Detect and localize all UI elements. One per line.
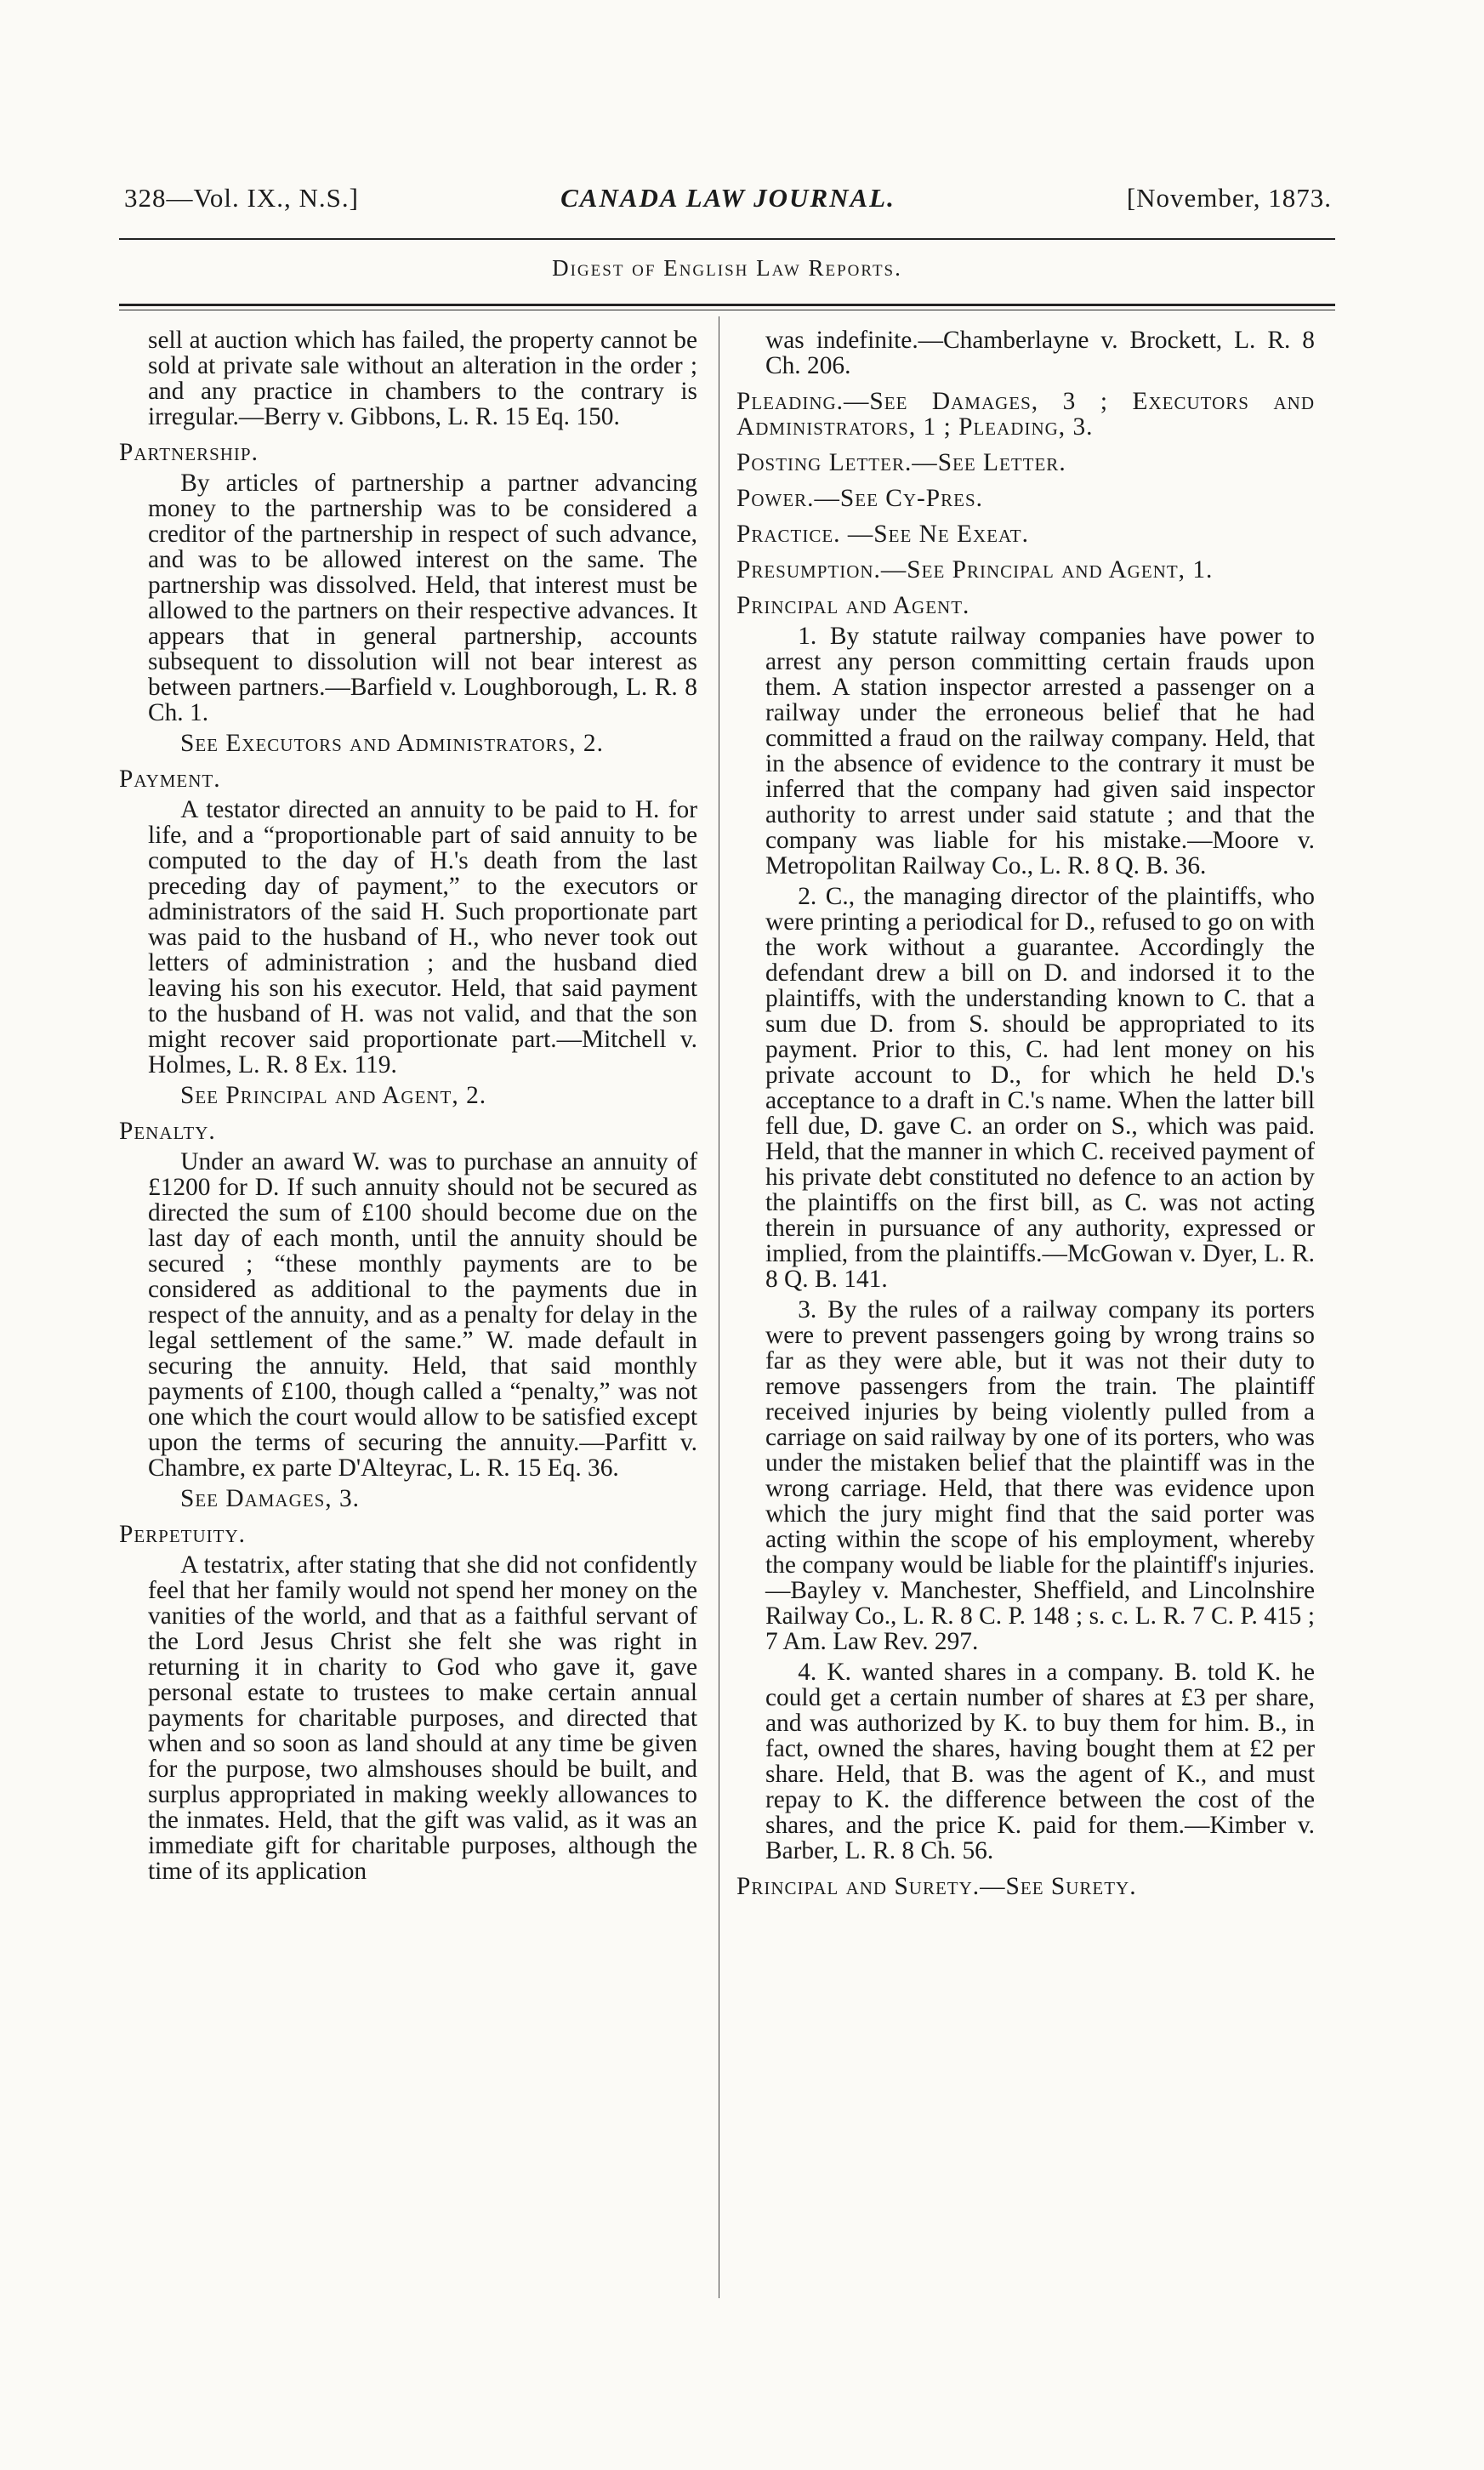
entry-pleading: Pleading.—See Damages, 3 ; Executors and Administrators, 1 ; Pleading, 3. bbox=[736, 388, 1315, 441]
entry-posting-letter: Posting Letter.—See Letter. bbox=[736, 449, 1066, 476]
entry-body-partnership: By articles of partnership a partner advancing money to the partnership was to be considered a creditor of the partnership in respect of such advance, and was to be allowed interest on the same. The partnership was dissolved. Held, that interest must be allowed to the partners on their respective advances. It appears that in general partnership, accounts subsequent to dissolution will not bear interest as between partners.—Barfield v. Loughborough, L. R. 8 Ch. 1. bbox=[148, 470, 697, 726]
right-column bbox=[736, 327, 1315, 1904]
double-rule-thick bbox=[119, 304, 1335, 306]
running-header bbox=[124, 183, 1332, 217]
case-paragraph: 3. By the rules of a railway company its porters were to prevent passengers going by wrong trains so far as they were able, but it was not their duty to remove passengers from the train. The plaintiff received injuries by being violently pulled from a carriage on said railway by one of its porters, who was under the mistaken belief that the plaintiff was in the wrong carriage. Held, that there was evidence upon which the jury might find that the said porter was acting within the scope of his employment, whereby the company would be liable for the plaintiff's injuries.—Bayley v. Manchester, Sheffield, and Lincolnshire Railway Co., L. R. 8 C. P. 148 ; s. c. L. R. 7 C. P. 415 ; 7 Am. Law Rev. 297. bbox=[765, 1296, 1315, 1655]
entry-body-payment: A testator directed an annuity to be paid to H. for life, and a “proportionable part of said annuity to be computed to the day of H.'s death from the last preceding day of payment,” to the executors or administrators of the said H. Such proportionate part was paid to the husband of H., who never took out letters of administration ; and the husband died leaving his son his executor. Held, that said payment to the husband of H. was not valid, and that the son might recover said proportionate part.—Mitchell v. Holmes, L. R. 8 Ex. 119. bbox=[148, 796, 697, 1078]
entry-body-perpetuity: A testatrix, after stating that she did not confidently feel that her family would not spend her money on the vanities of the world, and that as a faithful servant of the Lord Jesus Christ she felt she was right in returning it in charity to God who gave it, gave personal estate to trustees to make certain annual payments for charitable purposes, and directed that when and so soon as land should at any time be given for the purpose, two almshouses should be built, and surplus appropriated in making weekly allowances to the inmates. Held, that the gift was valid, as it was an immediate gift for charitable purposes, although the time of its application bbox=[148, 1551, 697, 1885]
left-column bbox=[119, 327, 697, 1889]
header-rule bbox=[119, 238, 1335, 240]
cross-reference: See Principal and Agent, 2. bbox=[180, 1082, 487, 1109]
page-volume: 328—Vol. IX., N.S.] bbox=[124, 183, 359, 213]
case-paragraph: 1. By statute railway companies have power to arrest any person committing certain frauds upon them. A station inspector arrested a passenger on a railway under the erroneous belief that he had committed a fraud on the railway company. Held, that in the absence of evidence to the contrary it must be inferred that the company had given said inspector authority to arrest under said statute ; and that the company was liable for his mistake.—Moore v. Metropolitan Railway Co., L. R. 8 Q. B. 36. bbox=[765, 623, 1315, 879]
case-paragraph: 4. K. wanted shares in a company. B. told K. he could get a certain number of shares at £3 per share, and was authorized by K. to buy them for him. B., in fact, owned the shares, having bought them at £2 per share. Held, that B. was the agent of K., and must repay to K. the difference between the cost of the shares, and the price K. paid for them.—Kimber v. Barber, L. R. 8 Ch. 56. bbox=[765, 1659, 1315, 1864]
entry-body-penalty: Under an award W. was to purchase an annuity of £1200 for D. If such annuity should not be secured as directed the sum of £100 should become due on the last day of each month, until the annuity should be secured ; “these monthly payments are to be considered as additional to the payments due in respect of the annuity, and as a penalty for delay in the legal settlement of the same.” W. made default in securing the annuity. Held, that said monthly payments of £100, though called a “penalty,” was not one which the court would allow to be satisfied except upon the terms of securing the annuity.—Parfitt v. Chambre, ex parte D'Alteyrac, L. R. 15 Eq. 36. bbox=[148, 1148, 697, 1482]
entry-presumption: Presumption.—See Principal and Agent, 1. bbox=[736, 556, 1214, 583]
entry-heading-partnership: Partnership. bbox=[119, 439, 259, 466]
entry-heading-payment: Payment. bbox=[119, 765, 221, 793]
entry-practice: Practice. —See Ne Exeat. bbox=[736, 521, 1029, 548]
entry-heading-penalty: Penalty. bbox=[119, 1118, 216, 1145]
issue-date: [November, 1873. bbox=[1126, 183, 1332, 213]
cross-reference: See Damages, 3. bbox=[180, 1485, 360, 1512]
opening-paragraph: sell at auction which has failed, the property cannot be sold at private sale without an alteration in the order ; and any practice in chambers to the contrary is irregular.—Berry v. Gibbons, L. R. 15 Eq. 150. bbox=[148, 327, 697, 430]
section-subheading: Digest of English Law Reports. bbox=[552, 255, 902, 281]
entry-power: Power.—See Cy-Pres. bbox=[736, 485, 984, 512]
entry-heading-principal-agent: Principal and Agent. bbox=[736, 592, 970, 619]
entry-heading-perpetuity: Perpetuity. bbox=[119, 1521, 247, 1548]
continued-paragraph: was indefinite.—Chamberlayne v. Brockett, L. R. 8 Ch. 206. bbox=[765, 327, 1315, 379]
cross-reference: See Executors and Administrators, 2. bbox=[180, 730, 604, 757]
case-paragraph: 2. C., the managing director of the plaintiffs, who were printing a periodical for D., refused to go on with the work without a guarantee. Accordingly the defendant drew a bill on D. and indorsed it to the plaintiffs, with the understanding known to C. that a sum due D. from S. should be appropriated to its payment. Prior to this, C. had lent money on his private account to D., for which he held D.'s acceptance to a draft in C.'s name. When the latter bill fell due, D. gave C. an order on S., which was paid. Held, that the manner in which C. received payment of his private debt constituted no defence to an action by the plaintiffs on the first bill, as C. was not acting therein in pursuance of any authority, expressed or implied, from the plaintiffs.—McGowan v. Dyer, L. R. 8 Q. B. 141. bbox=[765, 883, 1315, 1293]
entry-principal-surety: Principal and Surety.—See Surety. bbox=[736, 1873, 1137, 1900]
journal-title: CANADA LAW JOURNAL. bbox=[560, 183, 896, 213]
